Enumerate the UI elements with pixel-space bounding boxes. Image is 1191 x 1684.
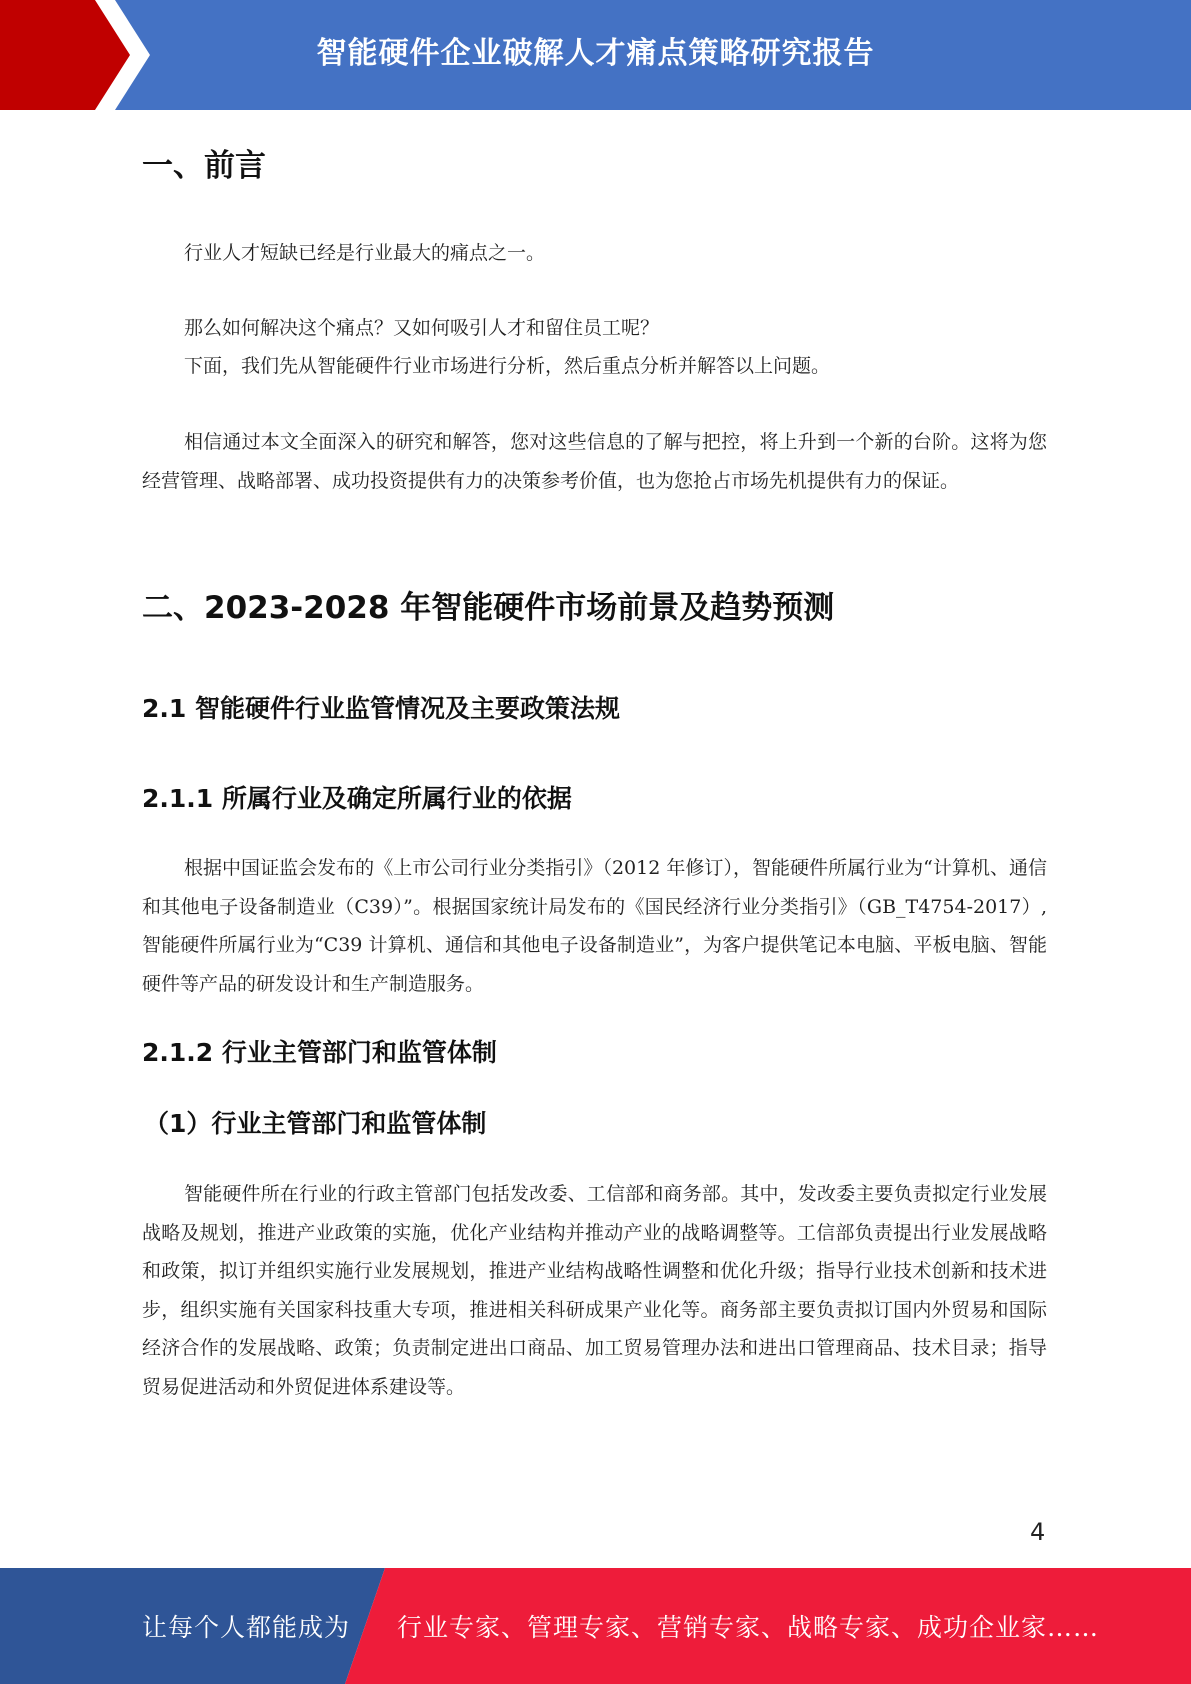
subsection-heading-item-1: （1）行业主管部门和监管体制 <box>144 1109 487 1138</box>
page-header-band <box>0 0 1191 110</box>
header-title: 智能硬件企业破解人才痛点策略研究报告 <box>316 36 875 71</box>
paragraph: 下面，我们先从智能硬件行业市场进行分析，然后重点分析并解答以上问题。 <box>184 355 831 377</box>
page-footer-band <box>0 1568 1191 1684</box>
section-heading-market-forecast: 二、2023-2028 年智能硬件市场前景及趋势预测 <box>142 590 835 626</box>
paragraph: 行业人才短缺已经是行业最大的痛点之一。 <box>184 242 546 264</box>
paragraph: 根据中国证监会发布的《上市公司行业分类指引》（2012 年修订），智能硬件所属行业为“计算机、通信和其他电子设备制造业（C39）”。根据国家统计局发布的《国民经济行业分类指引》（GB_T4754-2017）,智能硬件所属行业为“C39 计算机、通信和其他电子设备制造业”，为客户提供笔记本电脑、平板电脑、智能硬件等产品的研发设计和生产制造服务。 <box>142 857 1047 995</box>
section-heading-preface: 一、前言 <box>142 148 266 184</box>
paragraph: 那么如何解决这个痛点？又如何吸引人才和留住员工呢？ <box>184 317 660 339</box>
footer-slogan-left: 让每个人都能成为 <box>142 1613 351 1642</box>
footer-slogan-right: 行业专家、管理专家、营销专家、战略专家、成功企业家…… <box>397 1613 1100 1642</box>
subsection-heading-2-1: 2.1 智能硬件行业监管情况及主要政策法规 <box>142 694 620 723</box>
subsection-heading-2-1-1: 2.1.1 所属行业及确定所属行业的依据 <box>142 784 572 813</box>
subsection-heading-2-1-2: 2.1.2 行业主管部门和监管体制 <box>142 1038 497 1067</box>
paragraph: 智能硬件所在行业的行政主管部门包括发改委、工信部和商务部。其中，发改委主要负责拟定行业发展战略及规划，推进产业政策的实施，优化产业结构并推动产业的战略调整等。工信部负责提出行业发展战略和政策，拟订并组织实施行业发展规划，推进产业结构战略性调整和优化升级；指导行业技术创新和技术进步，组织实施有关国家科技重大专项，推进相关科研成果产业化等。商务部主要负责拟订国内外贸易和国际经济合作的发展战略、政策；负责制定进出口商品、加工贸易管理办法和进出口管理商品、技术目录；指导贸易促进活动和外贸促进体系建设等。 <box>142 1183 1047 1398</box>
paragraph: 相信通过本文全面深入的研究和解答，您对这些信息的了解与把控，将上升到一个新的台阶。这将为您经营管理、战略部署、成功投资提供有力的决策参考价值，也为您抢占市场先机提供有力的保证。 <box>142 431 1047 492</box>
page-number: 4 <box>1030 1518 1046 1546</box>
